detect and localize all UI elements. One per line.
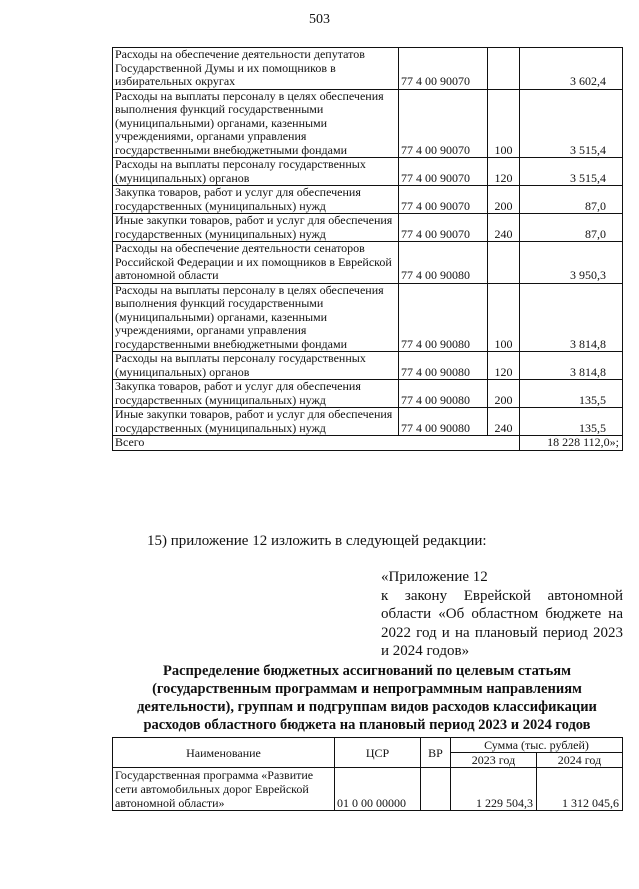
row-csr: 01 0 00 00000 bbox=[335, 768, 421, 811]
row-csr: 77 4 00 90080 bbox=[399, 352, 488, 380]
budget-table-continued bbox=[112, 47, 623, 451]
row-sum: 3 602,4 bbox=[520, 48, 623, 90]
appendix-text: к закону Еврейской автономной области «Об областном бюджете на 2022 год и на плановый период 2023 и 2024 годов» bbox=[381, 587, 623, 659]
header-sum: Сумма (тыс. рублей) bbox=[451, 738, 623, 753]
row-vr: 120 bbox=[488, 352, 520, 380]
row-vr: 100 bbox=[488, 89, 520, 158]
table-row bbox=[113, 768, 623, 811]
row-sum: 87,0 bbox=[520, 214, 623, 242]
row-vr: 200 bbox=[488, 380, 520, 408]
page-number: 503 bbox=[309, 12, 330, 27]
row-sum: 87,0 bbox=[520, 186, 623, 214]
table-row bbox=[113, 186, 623, 214]
row-vr: 100 bbox=[488, 283, 520, 352]
row-sum: 3 515,4 bbox=[520, 89, 623, 158]
row-name: Расходы на выплаты персоналу государственных (муниципальных) органов bbox=[113, 158, 399, 186]
table-row bbox=[113, 89, 623, 158]
row-name: Расходы на обеспечение деятельности депутатов Государственной Думы и их помощников в избирательных округах bbox=[113, 48, 399, 90]
total-row bbox=[113, 436, 623, 451]
total-sum: 18 228 112,0»; bbox=[520, 436, 623, 451]
appendix-block bbox=[381, 568, 623, 661]
row-name: Государственная программа «Развитие сети автомобильных дорог Еврейской автономной области» bbox=[113, 768, 335, 811]
table-row bbox=[113, 283, 623, 352]
row-name: Закупка товаров, работ и услуг для обеспечения государственных (муниципальных) нужд bbox=[113, 380, 399, 408]
row-name: Расходы на выплаты персоналу государственных (муниципальных) органов bbox=[113, 352, 399, 380]
header-name: Наименование bbox=[113, 738, 335, 768]
row-name: Расходы на выплаты персоналу в целях обеспечения выполнения функций государственными (муниципальными) органами, казенными учреждениями, органами управления государственными внебюджетными фондами bbox=[113, 89, 399, 158]
row-csr: 77 4 00 90080 bbox=[399, 408, 488, 436]
table-row bbox=[113, 158, 623, 186]
row-csr: 77 4 00 90070 bbox=[399, 214, 488, 242]
row-name: Расходы на выплаты персоналу в целях обеспечения выполнения функций государственными (муниципальными) органами, казенными учреждениями, органами управления государственными внебюджетными фондами bbox=[113, 283, 399, 352]
row-vr bbox=[488, 242, 520, 284]
row-csr: 77 4 00 90070 bbox=[399, 89, 488, 158]
row-name: Иные закупки товаров, работ и услуг для обеспечения государственных (муниципальных) нужд bbox=[113, 408, 399, 436]
table-row bbox=[113, 214, 623, 242]
row-name: Закупка товаров, работ и услуг для обеспечения государственных (муниципальных) нужд bbox=[113, 186, 399, 214]
row-sum-2023: 1 229 504,3 bbox=[451, 768, 537, 811]
row-vr: 240 bbox=[488, 408, 520, 436]
header-year-2024: 2024 год bbox=[537, 753, 623, 768]
row-vr: 240 bbox=[488, 214, 520, 242]
budget-table-new bbox=[112, 737, 623, 811]
row-sum: 3 814,8 bbox=[520, 352, 623, 380]
row-vr: 200 bbox=[488, 186, 520, 214]
table-row bbox=[113, 48, 623, 90]
header-csr: ЦСР bbox=[335, 738, 421, 768]
table-row bbox=[113, 380, 623, 408]
table-header-row bbox=[113, 738, 623, 753]
row-csr: 77 4 00 90070 bbox=[399, 48, 488, 90]
row-vr: 120 bbox=[488, 158, 520, 186]
row-csr: 77 4 00 90070 bbox=[399, 158, 488, 186]
amendment-item-text: 15) приложение 12 изложить в следующей редакции: bbox=[147, 533, 487, 549]
header-vr: ВР bbox=[421, 738, 451, 768]
row-sum: 3 814,8 bbox=[520, 283, 623, 352]
row-csr: 77 4 00 90080 bbox=[399, 380, 488, 408]
row-sum-2024: 1 312 045,6 bbox=[537, 768, 623, 811]
row-vr bbox=[488, 48, 520, 90]
row-csr: 77 4 00 90070 bbox=[399, 186, 488, 214]
row-sum: 3 515,4 bbox=[520, 158, 623, 186]
appendix-title: «Приложение 12 bbox=[381, 569, 488, 585]
table-row bbox=[113, 242, 623, 284]
row-name: Расходы на обеспечение деятельности сенаторов Российской Федерации и их помощников в Еврейской автономной области bbox=[113, 242, 399, 284]
table-row bbox=[113, 352, 623, 380]
row-csr: 77 4 00 90080 bbox=[399, 283, 488, 352]
section-heading: Распределение бюджетных ассигнований по целевым статьям (государственным программам и непрограммным направлениям деятельности), группам и подгруппам видов расходов классификации расходов областного бюджета на плановый период 2023 и 2024 годов bbox=[137, 663, 597, 733]
row-sum: 135,5 bbox=[520, 408, 623, 436]
row-sum: 135,5 bbox=[520, 380, 623, 408]
row-sum: 3 950,3 bbox=[520, 242, 623, 284]
total-label: Всего bbox=[113, 436, 520, 451]
row-name: Иные закупки товаров, работ и услуг для обеспечения государственных (муниципальных) нужд bbox=[113, 214, 399, 242]
header-year-2023: 2023 год bbox=[451, 753, 537, 768]
row-vr bbox=[421, 768, 451, 811]
table-row bbox=[113, 408, 623, 436]
row-csr: 77 4 00 90080 bbox=[399, 242, 488, 284]
